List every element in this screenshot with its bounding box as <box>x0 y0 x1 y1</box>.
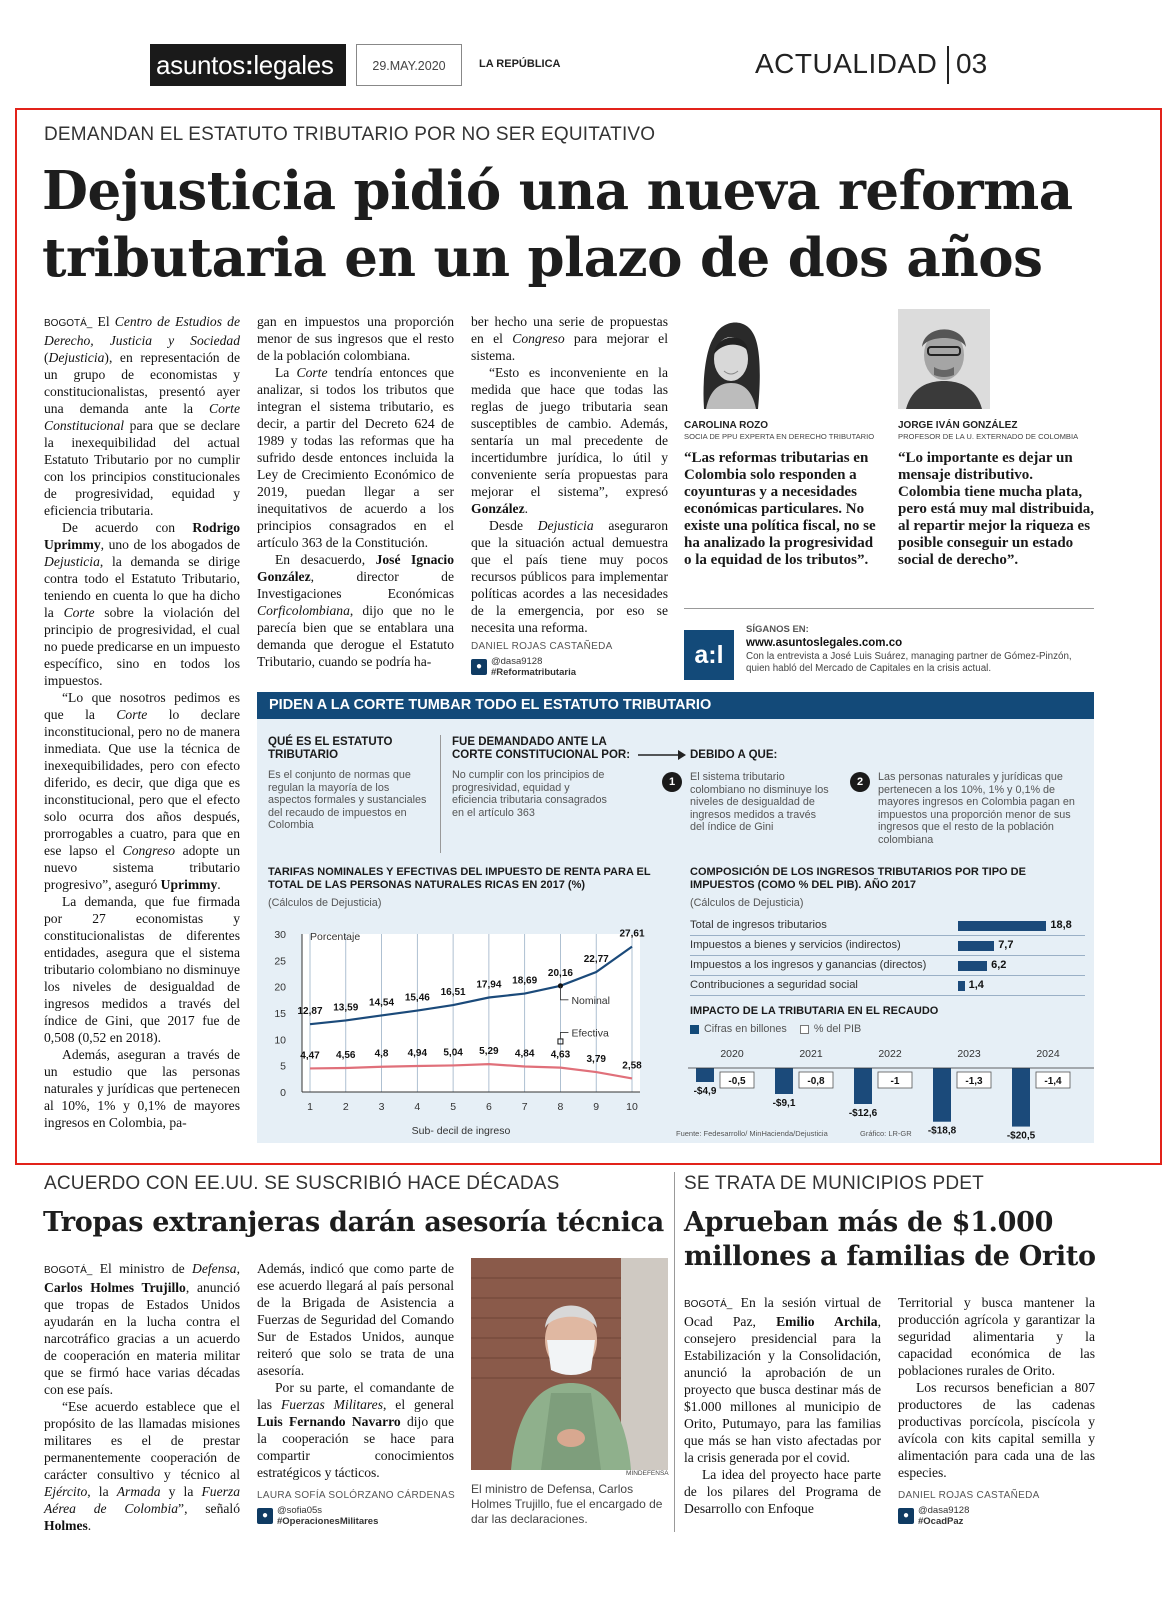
section-name: ACTUALIDAD <box>755 48 938 79</box>
x-tick-label: 5 <box>450 1101 457 1113</box>
bar <box>958 981 965 991</box>
paragraph: ber hecho una serie de propuestas en el Congreso para mejorar el sistema. <box>471 314 668 363</box>
data-label: 20,16 <box>547 967 573 979</box>
paragraph: Además, aseguran a través de un estudio que las personas naturales y jurídicas que pertenecen al 10%, 1% y 0,1% de mayores ingresos en Colombia, pa- <box>44 1047 240 1130</box>
twitter-icon: ● <box>898 1508 914 1524</box>
headline-line-2: tributaria en un plazo de dos años <box>42 227 1043 289</box>
photo-caption: El ministro de Defensa, Carlos Holmes Trujillo, fue el encargado de dar las declaraciones. <box>471 1482 663 1526</box>
arrow-right-icon <box>638 749 688 761</box>
y-tick-label: 20 <box>274 981 286 994</box>
data-label: 13,59 <box>333 1002 359 1014</box>
bar-category-label: Impuestos a bienes y servicios (indirectos) <box>690 939 901 951</box>
x-axis-label: Sub- decil de ingreso <box>411 1125 511 1137</box>
bar-category-label: Total de ingresos tributarios <box>690 919 827 931</box>
bar-row <box>690 936 1085 956</box>
pib-value-label: -0,5 <box>728 1076 746 1087</box>
story2-kicker: ACUERDO CON EE.UU. SE SUSCRIBIÓ HACE DÉCADAS <box>44 1173 560 1194</box>
paragraph: BOGOTÁ_ En la sesión virtual de Ocad Paz, Emilio Archila, consejero presidencial para la Estabilización y la Consolidación, anunció la aprobación de un proyecto que busca destinar más de $1.000 millones al municipio de Orito, Putumayo, para las familias que más se han visto afectadas por la crisis generada por el covid. <box>684 1295 881 1465</box>
story3-byline <box>898 1490 1098 1527</box>
info-text: No cumplir con los principios de progresividad, equidad y eficiencia tributaria consagrados en el artículo 363 <box>452 769 607 819</box>
impact-bar-label: -$4,9 <box>693 1086 717 1097</box>
data-label: 22,77 <box>583 954 609 966</box>
x-tick-label: 10 <box>626 1101 638 1113</box>
year-label: 2022 <box>878 1048 902 1060</box>
y-tick-label: 10 <box>274 1034 286 1047</box>
story2-col-2 <box>257 1260 454 1481</box>
y-tick-label: 25 <box>274 955 286 968</box>
x-tick-label: 1 <box>307 1101 313 1113</box>
paragraph: gan en impuestos una proporción menor de sus ingresos que el resto de la población colombiana. <box>257 314 454 363</box>
chart-title: TARIFAS NOMINALES Y EFECTIVAS DEL IMPUESTO DE RENTA PARA EL TOTAL DE LAS PERSONAS NATURALES RICAS EN 2017 (%) <box>268 866 651 891</box>
data-label: 4,47 <box>300 1050 320 1062</box>
x-tick-label: 9 <box>593 1101 600 1113</box>
bar-row <box>690 956 1085 976</box>
quote-author-role: PROFESOR DE LA U. EXTERNADO DE COLOMBIA <box>898 432 1079 441</box>
author-handle[interactable]: @dasa9128 <box>918 1505 970 1516</box>
author-name: LAURA SOFÍA SOLÓRZANO CÁRDENAS <box>257 1490 455 1501</box>
author-name: DANIEL ROJAS CASTAÑEDA <box>898 1490 1040 1501</box>
infographic-title: PIDEN A LA CORTE TUMBAR TODO EL ESTATUTO TRIBUTARIO <box>257 692 1094 719</box>
bar-value-label: 6,2 <box>991 959 1007 971</box>
pib-value-label: -0,8 <box>807 1076 825 1087</box>
data-label: 4,63 <box>550 1049 571 1061</box>
bar-value-label: 18,8 <box>1050 919 1072 931</box>
main-byline <box>471 641 671 678</box>
pib-value-label: -1,3 <box>965 1076 983 1087</box>
pib-value-label: -1 <box>890 1076 900 1087</box>
paragraph: Territorial y busca mantener la producción agrícola y garantizar la seguridad alimentaria y la capacidad económica de las poblaciones rurales de Orito. <box>898 1295 1095 1378</box>
x-tick-label: 6 <box>485 1101 492 1113</box>
y-tick-label: 15 <box>274 1008 286 1020</box>
brand-left: asuntos <box>156 50 245 80</box>
story2-col-1 <box>44 1260 240 1534</box>
bar-category-label: Contribuciones a seguridad social <box>690 979 858 991</box>
paragraph: Además, indicó que como parte de ese acuerdo llegará al país personal de la Brigada de Asistencia a Fuerzas de Seguridad del Comando Sur de Estados Unidos, aunque reiteró que solo se trata de una asesoría. <box>257 1261 454 1378</box>
reason-2-text: Las personas naturales y jurídicas que pertenecen a los 10%, 1% y 0,1% de mayores ingresos en Colombia pagan en impuestos una proporción menor de sus ingresos que el resto de la población colombiana <box>878 771 1075 846</box>
line-chart-title-block <box>268 866 668 910</box>
year-label: 2021 <box>799 1048 823 1060</box>
paragraph: “Esto es inconveniente en la medida que hace que todas las reglas de juego tributaria sean susceptibles de cambio. Además, sentaría un mal precedente de incertidumbre jurídica, lo útil y conveniente sería propuestas para mejorar el sistema”, expresó González. <box>471 365 668 516</box>
story3-kicker: SE TRATA DE MUNICIPIOS PDET <box>684 1173 984 1194</box>
newspaper-name: LA REPÚBLICA <box>479 58 561 70</box>
data-label: 14,54 <box>369 997 395 1009</box>
info-sued-for <box>452 736 642 819</box>
data-label: 27,61 <box>619 928 645 940</box>
quote-author-role: SOCIA DE PPU EXPERTA EN DERECHO TRIBUTARIO <box>684 432 875 441</box>
paragraph: “Ese acuerdo establece que el propósito de las llamadas misiones militares es el de prestar permanentemente cooperación de carácter consultivo y técnico al Ejército, la Armada y la Fuerza Aérea de Colombia”, señaló Holmes. <box>44 1399 240 1533</box>
author-handle[interactable]: @sofia05s <box>277 1505 323 1516</box>
paragraph: Los recursos benefician a 807 productores de las cadenas productivas porcícola, piscícola y avícola con kits capital semilla y alimentación para cada una de las especies. <box>898 1380 1095 1480</box>
paragraph: La idea del proyecto hace parte de los pilares del Programa de Desarrollo con Enfoque <box>684 1467 881 1516</box>
section-divider <box>947 46 949 84</box>
year-label: 2024 <box>1036 1048 1060 1060</box>
impact-bar <box>933 1068 951 1122</box>
twitter-icon: ● <box>257 1508 273 1524</box>
chart-title: COMPOSICIÓN DE LOS INGRESOS TRIBUTARIOS POR TIPO DE IMPUESTOS (COMO % DEL PIB). AÑO 2017 <box>690 866 1026 891</box>
data-label: 4,56 <box>336 1049 356 1061</box>
quote-author-name: CAROLINA ROZO <box>684 420 769 431</box>
portrait-jorge-ivan-gonzalez <box>898 309 990 409</box>
main-headline <box>42 158 1142 292</box>
quote-card-1 <box>684 420 884 569</box>
main-col-3 <box>471 313 668 636</box>
impact-bar <box>696 1068 714 1082</box>
x-tick-label: 7 <box>521 1101 528 1113</box>
follow-label: SÍGANOS EN: <box>746 624 809 635</box>
paragraph: En desacuerdo, José Ignacio González, director de Investigaciones Económicas Corficolombiana, dijo que no le parecía bien que se entablara una demanda que derogue el Estatuto Tributario, cuando se podría ha- <box>257 552 454 669</box>
info-text: Es el conjunto de normas que regulan la mayoría de los aspectos formales y sustanciales del recaudo de impuestos en Colombia <box>268 769 427 831</box>
impact-bar-label: -$20,5 <box>1006 1130 1036 1142</box>
data-label: 17,94 <box>476 979 502 991</box>
data-label: 18,69 <box>512 975 538 987</box>
paragraph: Por su parte, el comandante de las Fuerzas Militares, el general Luis Fernando Navarro dijo que la cooperación se hace para compartir conocimientos estratégicos y tácticos. <box>257 1380 455 1480</box>
series-label-efectiva: Efectiva <box>571 1027 609 1040</box>
column-rule <box>674 1172 675 1532</box>
quote-card-2 <box>898 420 1098 569</box>
quote-author-name: JORGE IVÁN GONZÁLEZ <box>898 420 1018 431</box>
story-hashtag[interactable]: #OcadPaz <box>918 1516 964 1527</box>
data-label: 4,8 <box>374 1048 389 1060</box>
main-kicker: DEMANDAN EL ESTATUTO TRIBUTARIO POR NO SER EQUITATIVO <box>44 124 656 145</box>
legend-label: Cifras en billones <box>704 1023 787 1035</box>
info-source: Fuente: Fedesarrollo/ MinHacienda/Dejusticia <box>676 1129 828 1138</box>
author-handle[interactable]: @dasa9128 <box>491 656 543 667</box>
data-label: 4,84 <box>514 1048 535 1060</box>
reason-1-text: El sistema tributario colombiano no disminuye los niveles de desigualdad de ingresos medidos a través del índice de Gini <box>690 771 829 833</box>
impact-bar <box>854 1068 872 1104</box>
issue-date: 29.MAY.2020 <box>356 44 462 86</box>
legend-swatch-pib <box>800 1025 809 1034</box>
follow-url[interactable]: www.asuntoslegales.com.co <box>746 637 903 649</box>
legend-swatch-billions <box>690 1025 699 1034</box>
quote-text: “Las reformas tributarias en Colombia solo responden a coyunturas y a necesidades económicas particulares. No existe una política fiscal, no se ha analizado la progresividad o la equidad de los tributos”. <box>684 450 876 568</box>
story3-col-1 <box>684 1294 881 1517</box>
impact-legend <box>690 1023 861 1036</box>
impact-chart-title: IMPACTO DE LA TRIBUTARIA EN EL RECAUDO <box>690 1005 939 1017</box>
data-label: 3,79 <box>586 1054 606 1066</box>
bar <box>958 941 994 951</box>
y-tick-label: 0 <box>280 1087 286 1099</box>
year-label: 2023 <box>957 1048 981 1060</box>
paragraph: De acuerdo con Rodrigo Uprimmy, uno de los abogados de Dejusticia, la demanda se dirige contra todo el Estatuto Tributario, teniendo en cuenta lo que ha dicho la Corte sobre la violación del principio de progresividad, el cual no puede predicarse en un impuesto específico, sino en todos los impuestos. <box>44 520 240 688</box>
legend-label: % del PIB <box>813 1023 862 1035</box>
impact-bar-label: -$18,8 <box>927 1125 957 1137</box>
pib-value-label: -1,4 <box>1044 1076 1062 1087</box>
paragraph: BOGOTÁ_ El Centro de Estudios de Derecho, Justicia y Sociedad (Dejusticia), en representación de un grupo de economistas y constitucionalistas, presentó ayer una demanda ante la Corte Constitucional para que se declare la inexequibilidad del actual Estatuto Tributario por no cumplir con los principios constitucionales de progresividad, equidad y eficiencia tributaria. <box>44 314 240 518</box>
y-axis-label: Porcentaje <box>310 931 361 943</box>
masthead-brand: asuntos:legales <box>150 44 346 86</box>
impact-bar-label: -$12,6 <box>848 1108 878 1119</box>
page-number: 03 <box>956 48 988 79</box>
impact-chart <box>688 1042 1094 1142</box>
minister-photo <box>471 1258 668 1470</box>
info-credit: Gráfico: LR-GR <box>860 1129 912 1138</box>
year-label: 2020 <box>720 1048 744 1060</box>
story3-headline <box>684 1206 1096 1274</box>
info-heading: FUE DEMANDADO ANTE LA CORTE CONSTITUCIONAL POR: <box>452 736 631 761</box>
story3-col-2 <box>898 1294 1095 1481</box>
x-tick-label: 3 <box>378 1101 385 1113</box>
data-label: 5,04 <box>443 1047 463 1059</box>
bar-value-label: 1,4 <box>968 979 984 991</box>
impact-bar <box>1012 1068 1030 1127</box>
follow-logo[interactable]: a:l <box>684 630 734 680</box>
story2-byline <box>257 1490 457 1527</box>
portrait-carolina-rozo <box>684 309 776 409</box>
composition-bar-chart <box>690 916 1085 996</box>
x-tick-label: 2 <box>342 1101 349 1113</box>
line-chart <box>262 920 662 1138</box>
data-label: 2,58 <box>622 1060 642 1072</box>
data-label: 5,29 <box>479 1046 499 1058</box>
chart-subtitle: (Cálculos de Dejusticia) <box>690 897 804 909</box>
chart-subtitle: (Cálculos de Dejusticia) <box>268 897 382 909</box>
author-name: DANIEL ROJAS CASTAÑEDA <box>471 641 613 652</box>
quote-text: “Lo importante es dejar un mensaje distributivo. Colombia tiene mucha plata, pero está muy mal distribuida, al repartir mejor la riqueza es posible conseguir un estado social de derecho”. <box>898 450 1094 568</box>
data-label: 15,46 <box>404 992 430 1004</box>
y-tick-label: 30 <box>274 929 286 941</box>
headline-line-2: millones a familias de Orito <box>684 1241 1096 1272</box>
reason-1-badge: 1 <box>662 772 682 792</box>
brand-right: legales <box>253 50 334 80</box>
follow-text: Con la entrevista a José Luis Suárez, managing partner de Gómez-Pinzón, quien habló del Mercado de Capitales en la crisis actual. <box>746 651 1072 674</box>
impact-bar <box>775 1068 793 1094</box>
paragraph: “Lo que nosotros pedimos es que la Corte lo declare inconstitucional, pero no de manera inmediata. Que use la técnica de inexequibilidades, pero con efecto diferido, es decir, que diga que es inconstitucional, pero que el efecto solo ocurra dos años después, prorrogables a cuatro, para que en ese lapso el Congreso adopte un nuevo sistema tributario progresivo”, aseguró Uprimmy. <box>44 690 240 892</box>
photo-credit: MINDEFENSA <box>626 1470 669 1477</box>
info-what-is <box>268 736 428 832</box>
bar-chart-title-block <box>690 866 1090 910</box>
data-label: 12,87 <box>297 1006 323 1018</box>
main-col-1 <box>44 313 240 1131</box>
data-label: 16,51 <box>440 987 466 999</box>
paragraph: Desde Dejusticia aseguraron que la situación actual demuestra que el país tiene muy pocos recursos públicos para implementar políticas acordes a las necesidades de la emergencia, por eso se necesita una reforma. <box>471 518 669 635</box>
paragraph: BOGOTÁ_ El ministro de Defensa, Carlos Holmes Trujillo, anunció que tropas de Estados Unidos ayudarán en la lucha contra el narcotráfico gracias a un acuerdo de cooperación en materia militar que se firmó hace varias décadas con ese país. <box>44 1261 240 1397</box>
impact-bar-label: -$9,1 <box>772 1098 796 1109</box>
info-because: DEBIDO A QUE: <box>690 749 778 761</box>
headline-line-1: Aprueban más de $1.000 <box>684 1207 1054 1238</box>
bar-category-label: Impuestos a los ingresos y ganancias (directos) <box>690 959 927 971</box>
paragraph: La Corte tendría entonces que analizar, si todos los tributos que integran el sistema tributario, es decir, a partir del Decreto 624 de 1989 y todas las reformas que ha sufrido desde entonces incluida la Ley de Crecimiento Económico de 2019, puedan llegar a ser inequitativos de acuerdo a los principios consagrados en el artículo 363 de la Constitución. <box>257 365 454 550</box>
paragraph: La demanda, que fue firmada por 27 economistas y constitucionalistas de diferentes entidades, asegura que el sistema tributario colombiano no disminuye los niveles de desigualdad de ingresos medidos a través del índice de Gini, que 2017 fue de 0,508 (0,52 en 2018). <box>44 894 240 1045</box>
info-heading: QUÉ ES EL ESTATUTO TRIBUTARIO <box>268 736 393 761</box>
main-col-2 <box>257 313 454 670</box>
bar <box>958 921 1046 931</box>
bar-row <box>690 916 1085 936</box>
bar-value-label: 7,7 <box>998 939 1014 951</box>
story-hashtag[interactable]: #OperacionesMilitares <box>277 1516 379 1527</box>
info-v-divider <box>440 735 441 853</box>
y-tick-label: 5 <box>280 1060 286 1073</box>
story-hashtag[interactable]: #Reformatributaria <box>491 667 576 678</box>
follow-block <box>746 624 1096 675</box>
story2-headline: Tropas extranjeras darán asesoría técnica <box>43 1207 664 1238</box>
reason-2-badge: 2 <box>850 772 870 792</box>
data-label: 4,94 <box>407 1047 428 1059</box>
bar-row <box>690 976 1085 996</box>
twitter-icon: ● <box>471 659 487 675</box>
headline-line-1: Dejusticia pidió una nueva reforma <box>42 160 1073 222</box>
x-tick-label: 4 <box>414 1101 421 1113</box>
bar <box>958 961 987 971</box>
series-label-nominal: Nominal <box>571 994 610 1007</box>
x-tick-label: 8 <box>557 1101 564 1113</box>
quote-divider <box>684 608 1094 609</box>
